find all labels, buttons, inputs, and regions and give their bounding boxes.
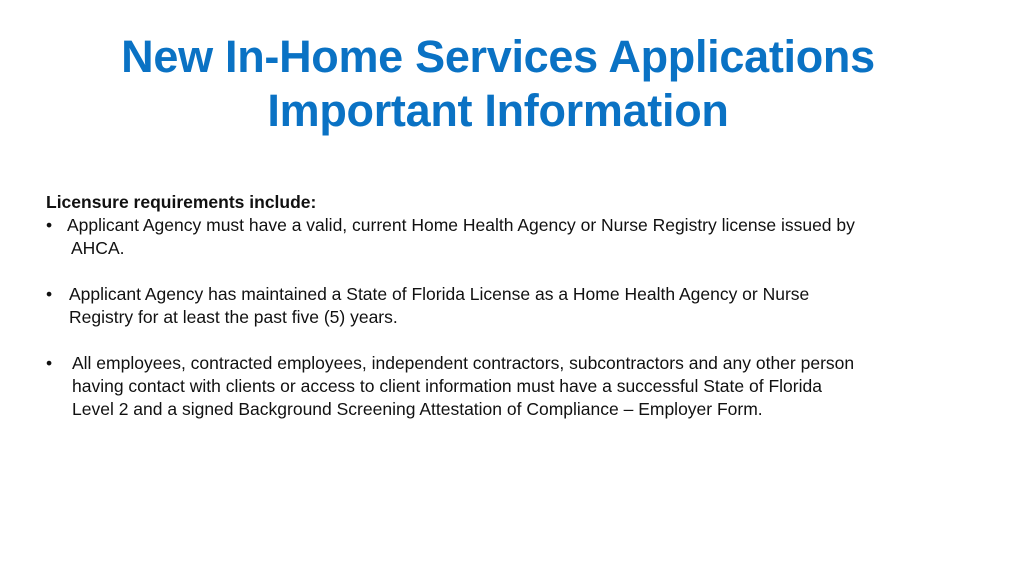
bullet-item xyxy=(46,283,986,329)
bullet-item xyxy=(46,352,986,421)
bullet-text-line: Applicant Agency must have a valid, current Home Health Agency or Nurse Registry license issued by xyxy=(67,215,855,235)
slide-title xyxy=(0,30,996,138)
bullet-text-line: having contact with clients or access to client information must have a successful State of Florida xyxy=(72,376,822,396)
bullet-text-line: AHCA. xyxy=(71,238,125,258)
bullet-item xyxy=(46,214,986,260)
bullet-text-line: Level 2 and a signed Background Screening Attestation of Compliance – Employer Form. xyxy=(72,399,763,419)
bullet-icon: • xyxy=(46,353,53,373)
bullet-text-line: Applicant Agency has maintained a State of Florida License as a Home Health Agency or Nurse xyxy=(69,284,810,304)
bullet-text-line: All employees, contracted employees, independent contractors, subcontractors and any other person xyxy=(72,353,855,373)
section-heading: Licensure requirements include: xyxy=(46,192,317,212)
title-line-2: Important Information xyxy=(267,85,729,136)
bullet-icon: • xyxy=(46,284,53,304)
bullet-icon: • xyxy=(46,215,53,235)
bullet-text-line: Registry for at least the past five (5) years. xyxy=(69,307,398,327)
title-line-1: New In-Home Services Applications xyxy=(121,31,875,82)
slide-body xyxy=(46,191,986,421)
